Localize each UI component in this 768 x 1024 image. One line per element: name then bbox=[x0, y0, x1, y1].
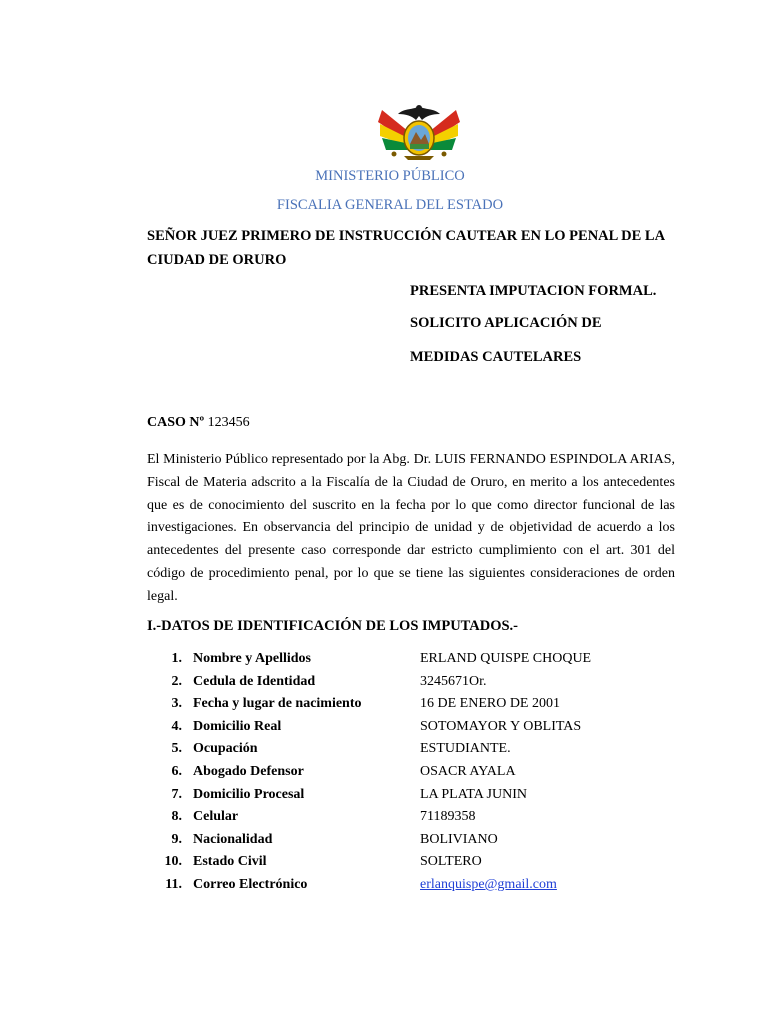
list-item bbox=[162, 741, 622, 764]
item-number: 3. bbox=[171, 696, 182, 712]
item-number: 6. bbox=[171, 763, 182, 779]
item-value: 3245671Or. bbox=[420, 673, 487, 689]
list-item bbox=[162, 809, 622, 832]
item-number: 5. bbox=[171, 741, 182, 757]
list-item bbox=[162, 651, 622, 674]
list-item bbox=[162, 787, 622, 810]
bolivia-coat-of-arms-icon bbox=[374, 96, 464, 168]
item-number: 10. bbox=[164, 854, 182, 870]
item-label: Domicilio Procesal bbox=[193, 786, 305, 802]
header-ministerio: MINISTERIO PÚBLICO bbox=[315, 168, 465, 184]
item-value bbox=[420, 877, 557, 893]
item-label: Ocupación bbox=[193, 741, 258, 757]
header-fiscalia: FISCALIA GENERAL DEL ESTADO bbox=[276, 197, 504, 213]
item-label: Correo Electrónico bbox=[193, 876, 308, 892]
item-value: SOTOMAYOR Y OBLITAS bbox=[420, 718, 582, 734]
case-number bbox=[147, 415, 250, 431]
case-value: 123456 bbox=[207, 415, 250, 430]
email-link[interactable]: erlanquispe@gmail.com bbox=[420, 876, 557, 892]
list-item bbox=[162, 764, 622, 787]
list-item bbox=[162, 696, 622, 719]
item-value: BOLIVIANO bbox=[420, 831, 498, 847]
item-label: Abogado Defensor bbox=[193, 763, 304, 779]
item-value: 71189358 bbox=[420, 809, 476, 825]
addressee: SEÑOR JUEZ PRIMERO DE INSTRUCCIÓN CAUTEAR EN LO PENAL DE LA CIUDAD DE ORURO bbox=[147, 228, 665, 268]
list-item bbox=[162, 877, 622, 900]
item-value: ESTUDIANTE. bbox=[420, 741, 511, 757]
item-label: Fecha y lugar de nacimiento bbox=[193, 696, 362, 712]
list-item bbox=[162, 674, 622, 697]
item-label: Cedula de Identidad bbox=[193, 673, 316, 689]
subject-line-2: SOLICITO APLICACIÓN DE bbox=[410, 315, 602, 331]
item-value: SOLTERO bbox=[420, 854, 482, 870]
item-label: Celular bbox=[193, 809, 239, 825]
item-number: 11. bbox=[165, 876, 182, 892]
subject-line-3: MEDIDAS CAUTELARES bbox=[410, 349, 582, 365]
intro-paragraph: El Ministerio Público representado por la Abg. Dr. LUIS FERNANDO ESPINDOLA ARIAS, Fiscal de Materia adscrito a la Fiscalía de la Ciudad de Oruro, en merito a los antecedentes que es de conocimiento del suscrito en la fecha por lo que como director funcional de las investigaciones. En observancia del principio de unidad y de objetividad de acuerdo a los antecedentes del presente caso corresponde dar estricto cumplimiento con el art. 301 del código de procedimiento penal, por lo que se tiene las siguientes consideraciones de orden legal. bbox=[147, 452, 675, 604]
item-label: Domicilio Real bbox=[193, 718, 282, 734]
item-value: ERLAND QUISPE CHOQUE bbox=[420, 651, 592, 666]
case-label: CASO Nº bbox=[147, 415, 205, 430]
item-label: Nacionalidad bbox=[193, 831, 273, 847]
list-item bbox=[162, 719, 622, 742]
item-number: 9. bbox=[171, 831, 182, 847]
identification-list bbox=[162, 651, 622, 900]
item-number: 7. bbox=[171, 786, 182, 802]
item-number: 4. bbox=[171, 718, 182, 734]
item-value: OSACR AYALA bbox=[420, 763, 516, 779]
item-label: Estado Civil bbox=[193, 854, 267, 870]
item-number: 1. bbox=[171, 651, 182, 666]
section-title: I.-DATOS DE IDENTIFICACIÓN DE LOS IMPUTADOS.- bbox=[147, 618, 519, 634]
item-label: Nombre y Apellidos bbox=[193, 651, 311, 666]
item-number: 2. bbox=[171, 673, 182, 689]
list-item bbox=[162, 832, 622, 855]
item-value: 16 DE ENERO DE 2001 bbox=[420, 696, 560, 712]
item-number: 8. bbox=[171, 809, 182, 825]
subject-line-1: PRESENTA IMPUTACION FORMAL. bbox=[410, 283, 657, 299]
list-item bbox=[162, 854, 622, 877]
item-value: LA PLATA JUNIN bbox=[420, 786, 527, 802]
